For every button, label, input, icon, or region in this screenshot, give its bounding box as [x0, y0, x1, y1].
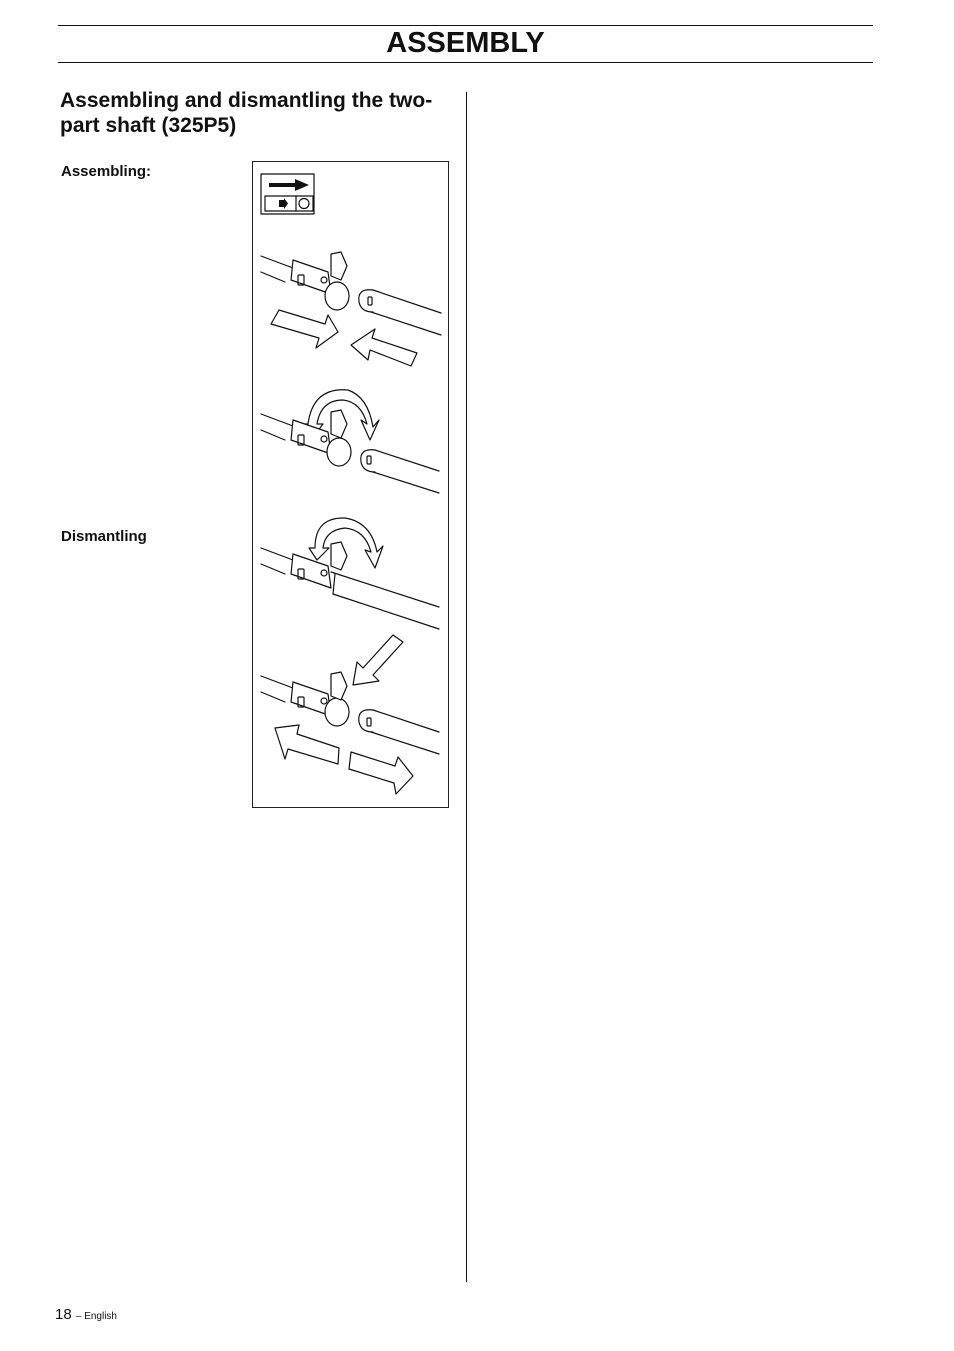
assembling-label: Assembling: — [61, 163, 152, 180]
page-heading: Assembling and dismantling the two-part shaft (325P5) — [60, 89, 433, 137]
footer-language: – English — [75, 1311, 117, 1322]
pull-arrow-icon — [275, 725, 413, 794]
push-arrow-icon — [271, 310, 417, 366]
header-rule-bottom — [58, 62, 873, 63]
shaft-coupling-icon — [261, 410, 439, 493]
shaft-assembly-figure — [252, 161, 449, 808]
shaft-coupling-icon — [261, 542, 439, 629]
page-number: 18 — [55, 1306, 72, 1323]
push-arrow-icon — [353, 635, 403, 685]
page-footer — [55, 1306, 117, 1323]
dismantling-label: Dismantling — [61, 528, 147, 545]
header-rule-top — [58, 25, 873, 26]
read-manual-arrow-icon — [261, 174, 314, 214]
rotate-arrow-icon — [309, 518, 383, 568]
column-divider — [466, 92, 467, 1282]
section-title: ASSEMBLY — [386, 27, 545, 59]
